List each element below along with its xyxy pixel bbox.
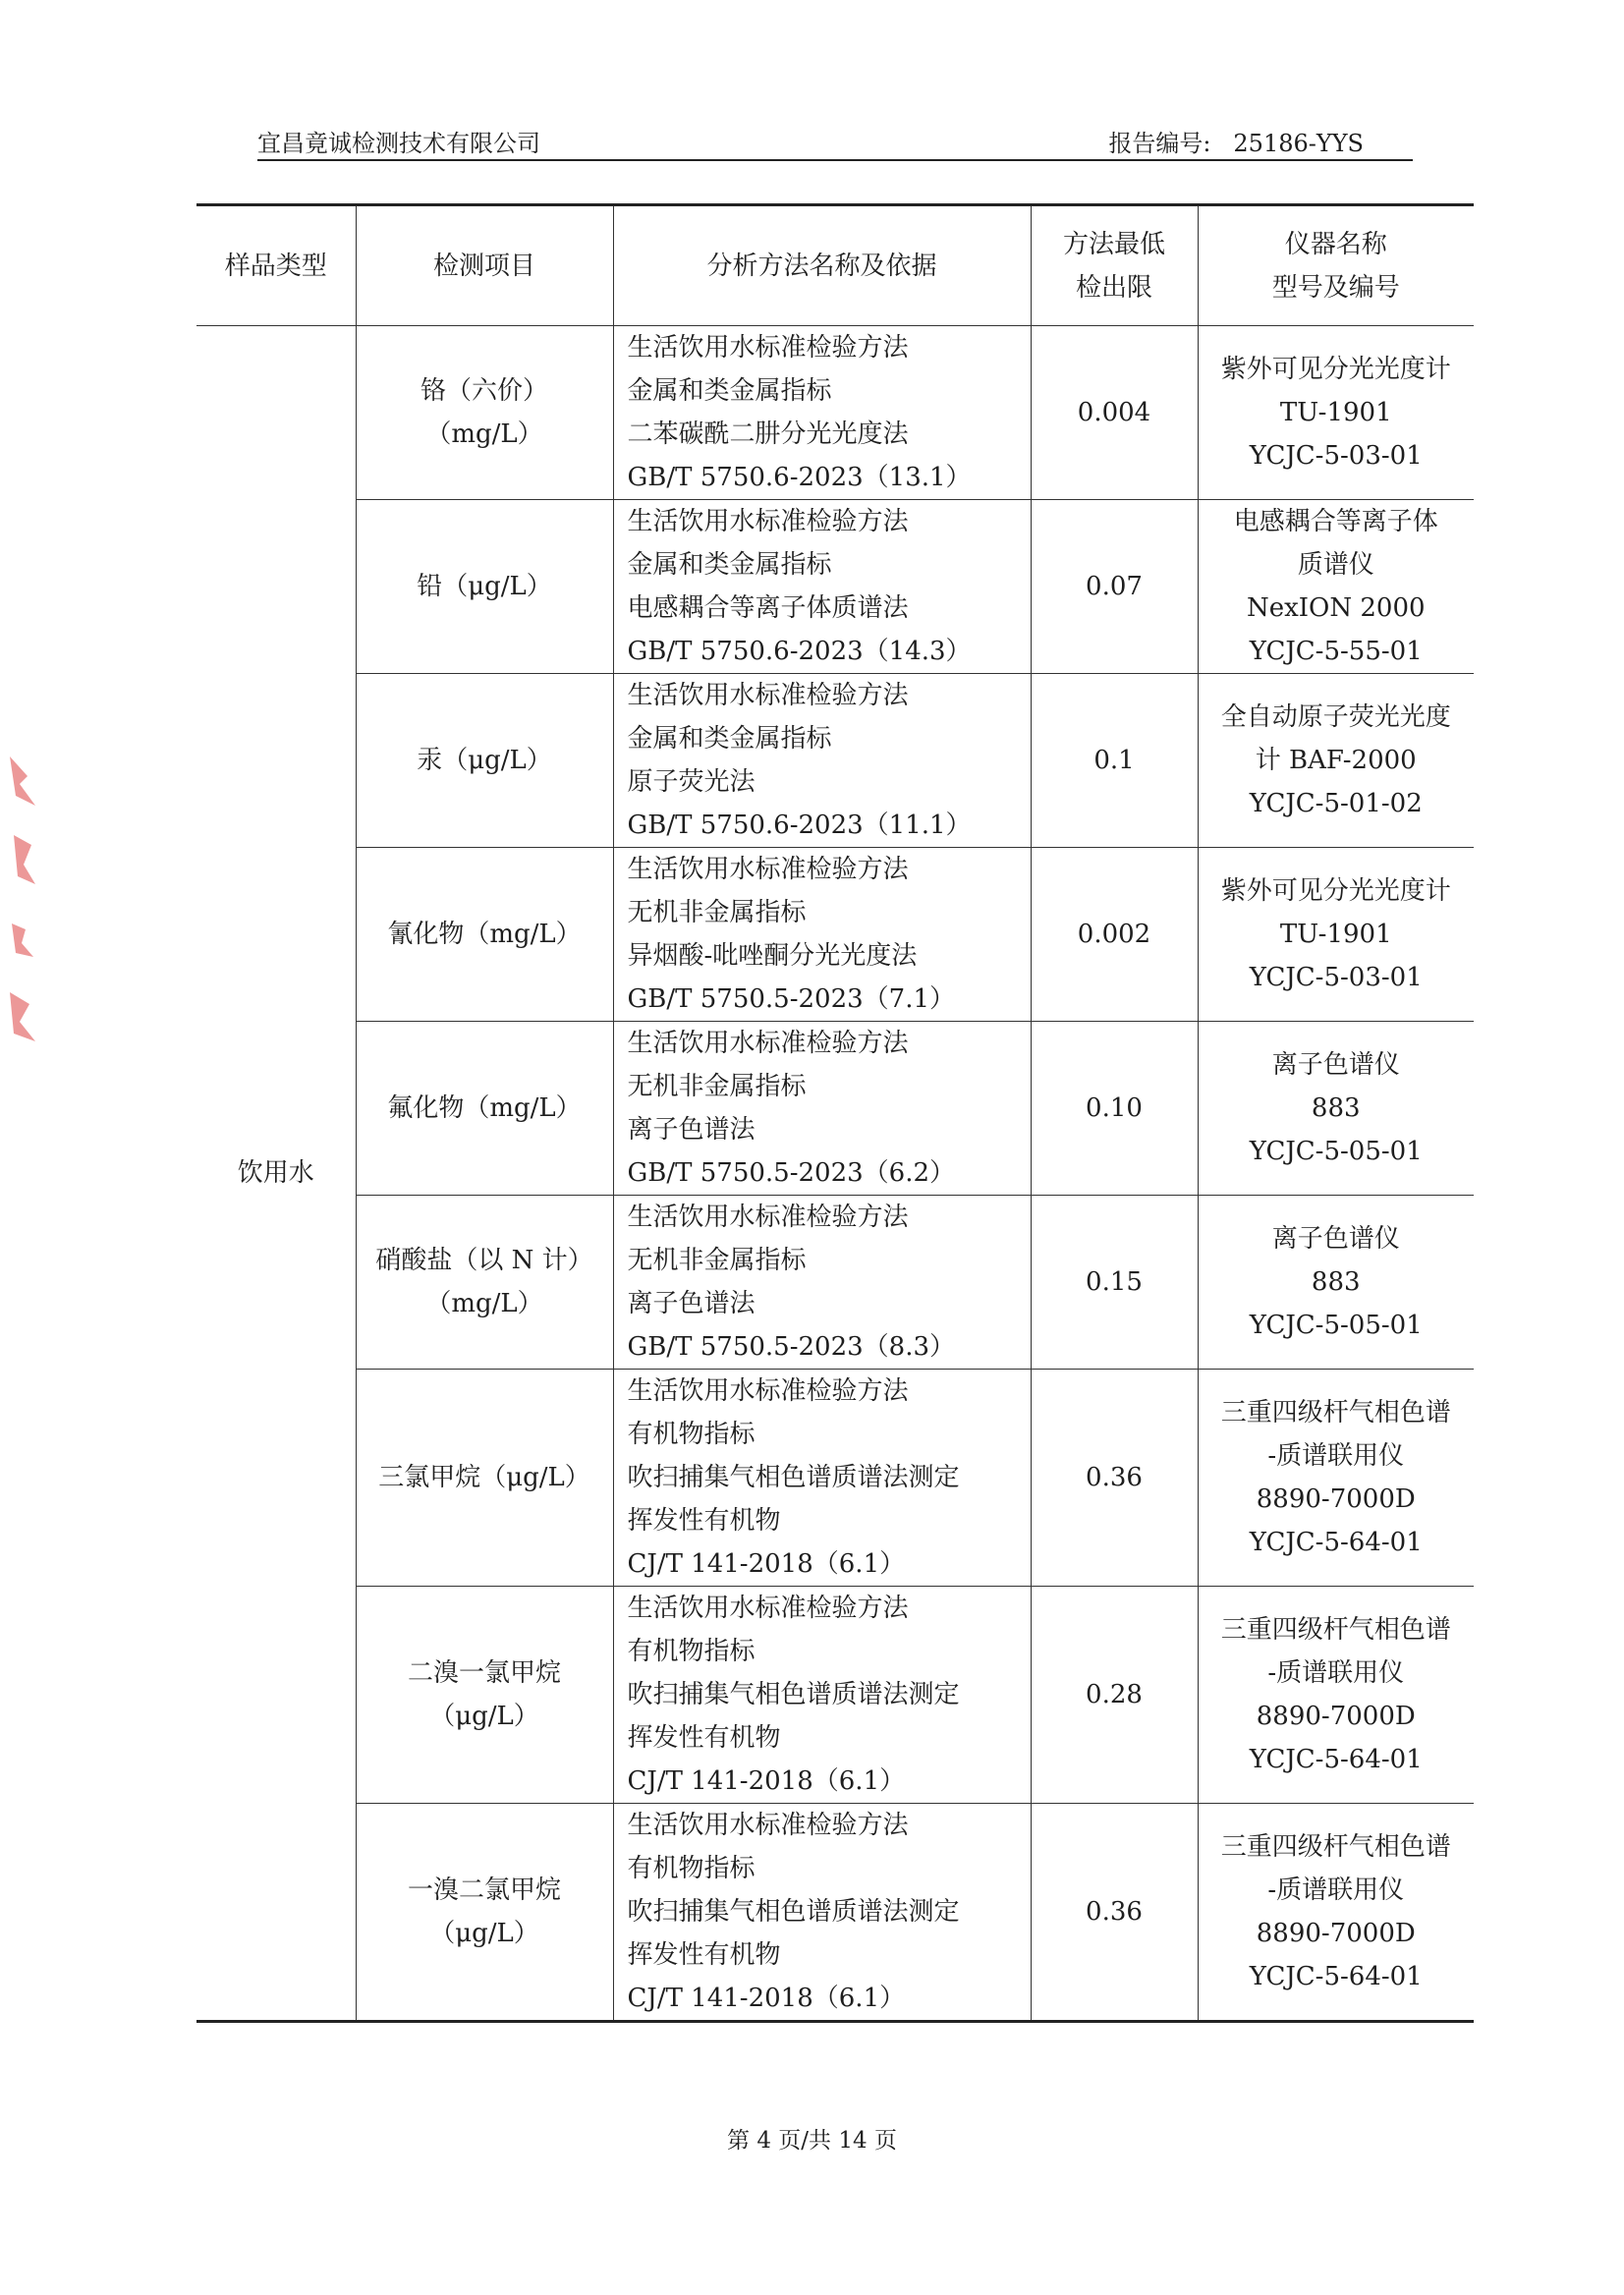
method-cell-line: 生活饮用水标准检验方法 [627,681,909,710]
method-cell [613,1022,1031,1196]
header-test-item [356,205,613,326]
method-cell [613,848,1031,1022]
method-cell-line: 有机物指标 [627,1420,756,1449]
method-cell-line: GB/T 5750.6-2023（14.3） [627,637,972,666]
test-item-cell-line: 汞（μg/L） [417,746,552,775]
header-instrument-line: 型号及编号 [1271,272,1400,303]
method-cell [613,326,1031,500]
instrument-cell-line: -质谱联用仪 [1267,1658,1405,1688]
method-cell-line: 有机物指标 [627,1854,756,1883]
method-cell-line: 金属和类金属指标 [627,376,832,406]
test-item-cell-line: 二溴一氯甲烷 [407,1658,561,1688]
instrument-cell-line: YCJC-5-64-01 [1249,1745,1423,1774]
method-cell-line: 生活饮用水标准检验方法 [627,1594,909,1623]
instrument-cell-line: TU-1901 [1279,920,1392,949]
header-detection-limit-line: 检出限 [1075,272,1152,303]
instrument-cell-line: YCJC-5-55-01 [1249,637,1423,666]
table-row [196,1022,1474,1196]
instrument-cell-line: YCJC-5-03-01 [1249,963,1423,992]
instrument-cell-line: 计 BAF-2000 [1255,746,1417,775]
test-item-cell-line: 氰化物（mg/L） [387,920,582,949]
instrument-cell-line: -质谱联用仪 [1267,1875,1405,1905]
method-cell-line: 无机非金属指标 [627,898,807,927]
method-cell [613,500,1031,674]
method-cell [613,674,1031,848]
test-item-cell [356,1022,613,1196]
method-cell-line: 二苯碳酰二肼分光光度法 [627,420,909,449]
header-test-item-line: 检测项目 [432,251,535,281]
method-cell-line: 离子色谱法 [627,1289,756,1318]
table-row [196,1587,1474,1804]
test-item-cell-line: 铅（μg/L） [417,572,552,601]
method-cell-line: 生活饮用水标准检验方法 [627,1376,909,1406]
test-item-cell-line: 氟化物（mg/L） [387,1093,582,1123]
instrument-cell-line: 电感耦合等离子体 [1233,507,1438,536]
test-item-cell-line: 硝酸盐（以 N 计） [375,1246,593,1275]
company-name: 宜昌竟诚检测技术有限公司 [257,130,540,157]
method-cell-line: 原子荧光法 [627,767,756,797]
detection-limit-cell: 0.07 [1031,500,1198,674]
method-cell-line: 挥发性有机物 [627,1506,781,1536]
instrument-cell-line: YCJC-5-01-02 [1249,789,1423,818]
method-cell-line: 吹扫捕集气相色谱质谱法测定 [627,1680,960,1709]
test-method-table [196,203,1474,2023]
header-instrument-line: 仪器名称 [1284,229,1387,259]
table-row [196,1196,1474,1370]
header-sample-type-line: 样品类型 [224,251,327,281]
instrument-cell-line: 三重四级杆气相色谱 [1220,1398,1451,1427]
report-number: 25186-YYS [1233,130,1364,157]
instrument-cell-line: 紫外可见分光光度计 [1220,355,1451,384]
method-cell-line: CJ/T 141-2018（6.1） [627,1984,906,2013]
method-cell-line: GB/T 5750.6-2023（13.1） [627,463,972,492]
header-method [613,205,1031,326]
header-detection-limit-line: 方法最低 [1062,229,1165,259]
method-cell-line: CJ/T 141-2018（6.1） [627,1549,906,1579]
method-cell-line: 金属和类金属指标 [627,550,832,580]
test-item-cell-line: 三氯甲烷（μg/L） [378,1463,590,1492]
header-detection-limit [1031,205,1198,326]
instrument-cell-line: 质谱仪 [1297,550,1374,580]
detection-limit-cell: 0.002 [1031,848,1198,1022]
method-cell-line: 吹扫捕集气相色谱质谱法测定 [627,1463,960,1492]
report-number-label: 报告编号: [1108,130,1211,157]
test-item-cell-line: 铬（六价） [420,376,548,406]
instrument-cell-line: 883 [1311,1267,1361,1297]
method-cell-line: 有机物指标 [627,1637,756,1666]
table-row [196,674,1474,848]
test-item-cell-line: （μg/L） [429,1702,539,1731]
detection-limit-cell: 0.36 [1031,1370,1198,1587]
instrument-cell-line: 离子色谱仪 [1271,1224,1400,1254]
header-instrument [1198,205,1474,326]
instrument-cell-line: 8890-7000D [1256,1919,1416,1948]
method-cell-line: 异烟酸-吡唑酮分光光度法 [627,941,918,971]
instrument-cell [1198,848,1474,1022]
header-method-line: 分析方法名称及依据 [706,251,937,281]
method-cell-line: 生活饮用水标准检验方法 [627,1811,909,1840]
method-cell [613,1370,1031,1587]
instrument-cell-line: -质谱联用仪 [1267,1441,1405,1471]
test-item-cell [356,1196,613,1370]
method-cell-line: 挥发性有机物 [627,1723,781,1753]
detection-limit-cell: 0.15 [1031,1196,1198,1370]
test-item-cell [356,326,613,500]
table-row [196,1804,1474,2022]
method-cell [613,1587,1031,1804]
detection-limit-cell: 0.10 [1031,1022,1198,1196]
instrument-cell [1198,1370,1474,1587]
table-row [196,500,1474,674]
method-cell-line: 生活饮用水标准检验方法 [627,333,909,363]
test-item-cell [356,1804,613,2022]
method-cell-line: GB/T 5750.5-2023（7.1） [627,984,956,1014]
test-item-cell [356,1370,613,1587]
header-rule [257,159,1413,161]
instrument-cell-line: YCJC-5-64-01 [1249,1528,1423,1557]
instrument-cell [1198,500,1474,674]
method-cell-line: 生活饮用水标准检验方法 [627,1203,909,1232]
test-item-cell [356,674,613,848]
instrument-cell-line: 8890-7000D [1256,1702,1416,1731]
test-item-cell [356,848,613,1022]
method-cell-line: 离子色谱法 [627,1115,756,1145]
method-cell-line: 金属和类金属指标 [627,724,832,754]
method-cell-line: GB/T 5750.5-2023（8.3） [627,1332,956,1362]
test-item-cell-line: 一溴二氯甲烷 [407,1875,561,1905]
sample-type-cell: 饮用水 [196,326,356,2022]
instrument-cell-line: 8890-7000D [1256,1484,1416,1514]
instrument-cell [1198,1587,1474,1804]
seal-stamp-fragment [6,747,45,1061]
table-row [196,326,1474,500]
instrument-cell-line: YCJC-5-03-01 [1249,441,1423,471]
instrument-cell-line: YCJC-5-05-01 [1249,1137,1423,1166]
table-header-row [196,205,1474,326]
method-cell-line: 生活饮用水标准检验方法 [627,1029,909,1058]
method-cell [613,1804,1031,2022]
table-row [196,848,1474,1022]
instrument-cell-line: 离子色谱仪 [1271,1050,1400,1080]
test-item-cell-line: （μg/L） [429,1919,539,1948]
method-cell-line: 生活饮用水标准检验方法 [627,855,909,884]
test-item-cell [356,500,613,674]
instrument-cell-line: 三重四级杆气相色谱 [1220,1615,1451,1645]
instrument-cell-line: YCJC-5-05-01 [1249,1311,1423,1340]
method-cell-line: 吹扫捕集气相色谱质谱法测定 [627,1897,960,1927]
detection-limit-cell: 0.1 [1031,674,1198,848]
instrument-cell [1198,326,1474,500]
page-footer: 第 4 页/共 14 页 [727,2128,897,2154]
instrument-cell [1198,1022,1474,1196]
instrument-cell-line: YCJC-5-64-01 [1249,1962,1423,1991]
page-header [257,120,1413,159]
instrument-cell-line: 紫外可见分光光度计 [1220,876,1451,906]
method-cell [613,1196,1031,1370]
instrument-cell-line: TU-1901 [1279,398,1392,427]
detection-limit-cell: 0.28 [1031,1587,1198,1804]
method-cell-line: 无机非金属指标 [627,1072,807,1101]
header-sample-type [196,205,356,326]
test-item-cell [356,1587,613,1804]
report-number-line [1108,124,1364,158]
instrument-cell-line: 全自动原子荧光光度 [1220,702,1451,732]
instrument-cell-line: 三重四级杆气相色谱 [1220,1832,1451,1862]
test-item-cell-line: （mg/L） [425,420,543,449]
instrument-cell [1198,674,1474,848]
test-item-cell-line: （mg/L） [425,1289,543,1318]
detection-limit-cell: 0.36 [1031,1804,1198,2022]
instrument-cell-line: 883 [1311,1093,1361,1123]
instrument-cell [1198,1196,1474,1370]
method-cell-line: GB/T 5750.5-2023（6.2） [627,1158,956,1188]
table-row [196,1370,1474,1587]
detection-limit-cell: 0.004 [1031,326,1198,500]
method-cell-line: 生活饮用水标准检验方法 [627,507,909,536]
method-cell-line: CJ/T 141-2018（6.1） [627,1766,906,1796]
instrument-cell-line: NexION 2000 [1246,593,1426,623]
method-cell-line: GB/T 5750.6-2023（11.1） [627,811,972,840]
method-cell-line: 无机非金属指标 [627,1246,807,1275]
method-cell-line: 电感耦合等离子体质谱法 [627,593,909,623]
instrument-cell [1198,1804,1474,2022]
method-cell-line: 挥发性有机物 [627,1940,781,1970]
